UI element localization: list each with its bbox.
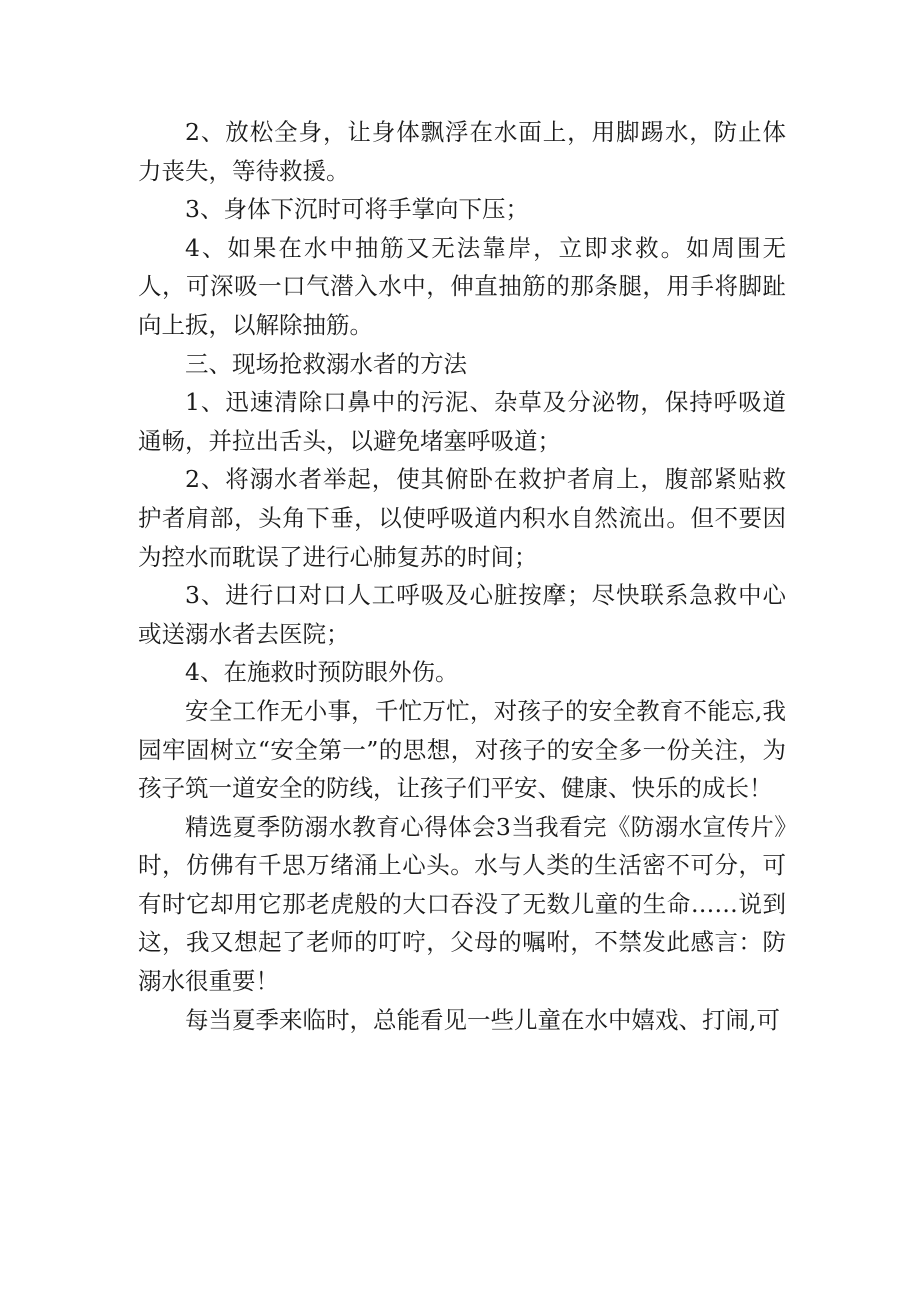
paragraph: 3、进行口对口人工呼吸及心脏按摩；尽快联系急救中心或送溺水者去医院；	[138, 581, 786, 648]
paragraph: 2、将溺水者举起，使其俯卧在救护者肩上，腹部紧贴救护者肩部，头角下垂，以使呼吸道内积水自然流出。但不要因为控水而耽误了进行心肺复苏的时间；	[138, 465, 786, 571]
paragraph: 4、在施救时预防眼外伤。	[185, 658, 459, 687]
paragraph: 安全工作无小事，千忙万忙，对孩子的安全教育不能忘,我园牢固树立“安全第一”的思想，对孩子的安全多一份关注，为孩子筑一道安全的防线，让孩子们平安、健康、快乐的成长！	[138, 696, 786, 803]
section-heading: 三、现场抢救溺水者的方法	[185, 349, 467, 378]
paragraph: 1、迅速清除口鼻中的污泥、杂草及分泌物，保持呼吸道通畅，并拉出舌头，以避免堵塞呼吸道；	[138, 388, 786, 455]
paragraph: 4、如果在水中抽筋又无法靠岸，立即求救。如周围无人，可深吸一口气潜入水中，伸直抽筋的那条腿，用手将脚趾向上扳，以解除抽筋。	[138, 233, 786, 339]
document-body	[138, 113, 786, 1039]
paragraph: 3、身体下沉时可将手掌向下压；	[185, 195, 529, 224]
paragraph: 每当夏季来临时，总能看见一些儿童在水中嬉戏、打闹,可	[185, 1005, 780, 1034]
paragraph: 精选夏季防溺水教育心得体会3当我看完《防溺水宣传片》时，仿佛有千思万绪涌上心头。水与人类的生活密不可分，可有时它却用它那老虎般的大口吞没了无数儿童的生命……说到这，我又想起了老师的叮咛，父母的嘱咐，不禁发此感言：防溺水很重要！	[138, 812, 786, 996]
paragraph: 2、放松全身，让身体飘浮在水面上，用脚踢水，防止体力丧失，等待救援。	[138, 118, 786, 185]
